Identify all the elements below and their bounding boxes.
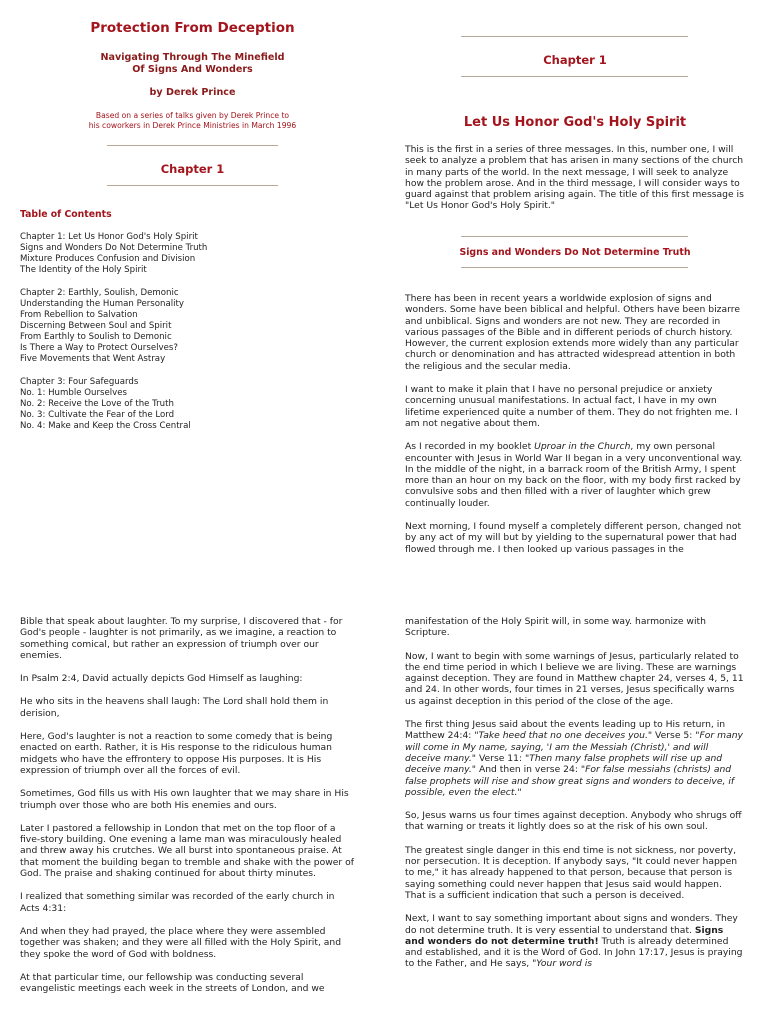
text-run: Verse 5: (652, 730, 696, 742)
cover-note-line-1: Based on a series of talks given by Derek Prince to (95, 111, 290, 120)
paragraph: This is the first in a series of three messages. In this, number one, I will seek to analyze a problem that has arisen in many sections of the church in many parts of the world. In the next message, I will seek to analyze how the problem arose. And in the third message, I will consider ways to guard against that problem arising again. The title of this first message is "Let Us Honor God's Holy Spirit." (405, 144, 744, 212)
subtitle-line-2: Of Signs And Wonders (132, 63, 253, 75)
text-run: And then in verse 24: (476, 764, 581, 776)
cover-note-line-2: his coworkers in Derek Prince Ministries in March 1996 (88, 120, 297, 130)
scripture-quote: "For many will come in My name, saying, 'I am the Messiah (Christ),' and will deceive many." (405, 730, 743, 764)
divider (461, 36, 688, 37)
toc-entry[interactable]: No. 1: Humble Ourselves (20, 388, 127, 398)
scripture-quote: "Then many false prophets will rise up and deceive many." (405, 752, 723, 776)
divider (461, 267, 688, 268)
scripture-quote: "For false messiahs (christs) and false prophets will rise and show great signs and wonders to deceive, if possible, even the elect." (405, 764, 735, 798)
author: by Derek Prince (149, 87, 236, 98)
book-title: Protection From Deception (90, 20, 295, 36)
chapter-label: Chapter 1 (543, 53, 607, 67)
toc-entry[interactable]: Chapter 2: Earthly, Soulish, Demonic (20, 288, 179, 298)
bottom-right-body (405, 616, 745, 970)
toc-entry[interactable]: Mixture Produces Confusion and Division (20, 254, 196, 264)
paragraph: Bible that speak about laughter. To my surprise, I discovered that - for God's people - laughter is not primarily, as we imagine, a reaction to something comical, but rather an expression of triumph over our enemies. (20, 616, 343, 661)
toc-entry[interactable]: No. 3: Cultivate the Fear of the Lord (20, 410, 175, 420)
table-of-contents (20, 209, 350, 432)
cover-note (40, 111, 345, 130)
paragraph: In Psalm 2:4, David actually depicts God Himself as laughing: (20, 673, 303, 685)
divider (107, 185, 278, 186)
paragraph: The greatest single danger in this end time is not sickness, nor poverty, nor persecution. It is deception. If anybody says, "It could never happen to me," it has already happened to that person, because that person is saying something could never happen that Jesus said would happen. That is a sufficient indication that such a person is deceived. (405, 844, 738, 901)
bottom-left-body (20, 616, 355, 994)
paragraph: There has been in recent years a worldwide explosion of signs and wonders. Some have been biblical and helpful. Others have been bizarre and unbiblical. Signs and wonders are not new. They are recorded in various passages of the Bible and in different periods of church history. However, the current explosion extends more widely than any particular church or denomination and has attracted widespread attention in both the religious and the secular media. (405, 293, 740, 372)
toc-entry[interactable]: No. 4: Make and Keep the Cross Central (20, 421, 191, 431)
paragraph: manifestation of the Holy Spirit will, in some way. harmonize with Scripture. (405, 616, 706, 639)
text-run: , my own personal encounter with Jesus in World War II began in a very unconventional way. In the middle of the night, in a barrack room of the British Army, I spent more than an hour on my back on the floor, with my body first racked by convulsive sobs and then filled with a river of laughter which grew continually louder. (405, 441, 743, 509)
toc-heading: Table of Contents (20, 209, 112, 220)
paragraph: I want to make it plain that I have no personal prejudice or anxiety concerning unusual manifestations. In actual fact, I have in my own lifetime experienced quite a number of them. They do not frighten me. I am not negative about them. (405, 384, 738, 429)
quote: He who sits in the heavens shall laugh: The Lord shall hold them in derision, (20, 696, 329, 719)
toc-entry[interactable]: Chapter 3: Four Safeguards (20, 377, 139, 387)
toc-entry[interactable]: From Rebellion to Salvation (20, 310, 138, 320)
scripture-quote: "Your word is (532, 958, 593, 970)
text-run: Next, I want to say something important about signs and wonders. They do not determine truth. It is very essential to understand that. (405, 913, 738, 936)
toc-group-1 (20, 232, 350, 276)
paragraph: At that particular time, our fellowship was conducting several evangelistic meetings each week in the streets of London, and we (20, 971, 325, 995)
toc-entry[interactable]: From Earthly to Soulish to Demonic (20, 332, 172, 342)
text-run: Truth is already determined and established, and it is the Word of God. In John 17:17, Jesus is praying to the Father, and He says, (405, 935, 743, 970)
toc-group-3 (20, 377, 350, 432)
booklet-title: Uproar in the Church (534, 441, 631, 453)
paragraph: Next morning, I found myself a completely different person, changed not by any act of my will but by yielding to the supernatural power that had flowed through me. I then looked up various passages in the (405, 521, 742, 555)
paragraph (405, 913, 745, 969)
subtitle-line-1: Navigating Through The Minefield (100, 52, 285, 63)
toc-entry[interactable]: Five Movements that Went Astray (20, 354, 166, 364)
chapter-label: Chapter 1 (160, 162, 225, 176)
toc-entry[interactable]: Signs and Wonders Do Not Determine Truth (20, 243, 208, 253)
chapter-heading: Let Us Honor God's Holy Spirit (463, 115, 687, 130)
toc-entry[interactable]: Chapter 1: Let Us Honor God's Holy Spirit (20, 232, 198, 242)
paragraph (405, 441, 745, 509)
paragraph: Now, I want to begin with some warnings of Jesus, particularly related to the end time period in which I believe we are living. These are warnings against deception. They are found in Matthew chapter 24, verses 4, 5, 11 and 24. In other words, four times in 21 verses, Jesus specifically warns us against deception in this period of the close of the age. (405, 650, 744, 707)
divider (461, 236, 688, 237)
toc-group-2 (20, 288, 350, 365)
book-subtitle (40, 52, 345, 75)
text-run: The first thing Jesus said about the events leading up to His return, in Matthew 24:4: (405, 719, 726, 742)
paragraph (405, 719, 745, 798)
paragraph: Later I pastored a fellowship in London that met on the top floor of a five-story building. One evening a lame man was miraculously healed and threw away his crutches. We all burst into spontaneous praise. At that moment the building began to tremble and shake with the power of God. The praise and shaking continued for about thirty minutes. (20, 822, 354, 880)
toc-entry[interactable]: Understanding the Human Personality (20, 299, 184, 309)
text-run: As I recorded in my booklet (405, 441, 535, 453)
paragraph: So, Jesus warns us four times against deception. Anybody who shrugs off that warning or treats it lightly does so at the risk of his own soul. (405, 810, 742, 833)
emphasis: Signs and wonders do not determine truth! (405, 924, 724, 947)
scripture-quote: "Take heed that no one deceives you." (474, 730, 653, 742)
divider (461, 76, 688, 77)
toc-entry[interactable]: The Identity of the Holy Spirit (20, 265, 147, 275)
paragraph: I realized that something similar was recorded of the early church in Acts 4:31: (20, 891, 335, 914)
section-heading: Signs and Wonders Do Not Determine Truth (459, 247, 691, 258)
paragraph: Here, God's laughter is not a reaction to some comedy that is being enacted on earth. Rather, it is His response to the ridiculous human midgets who have the effrontery to oppose His purposes. It is His expression of triumph over all the forces of evil. (20, 731, 333, 776)
right-top-body (405, 293, 745, 555)
toc-entry[interactable]: No. 2: Receive the Love of the Truth (20, 399, 174, 409)
right-top-text (405, 144, 745, 212)
toc-entry[interactable]: Is There a Way to Protect Ourselves? (20, 343, 178, 353)
toc-entry[interactable]: Discerning Between Soul and Spirit (20, 321, 172, 331)
paragraph: Sometimes, God fills us with His own laughter that we may share in His triumph over those who are both His enemies and ours. (20, 788, 349, 811)
divider (107, 145, 278, 146)
text-run: Verse 11: (476, 752, 526, 764)
quote: And when they had prayed, the place where they were assembled together was shaken; and they were all filled with the Holy Spirit, and they spoke the word of God with boldness. (20, 925, 342, 960)
